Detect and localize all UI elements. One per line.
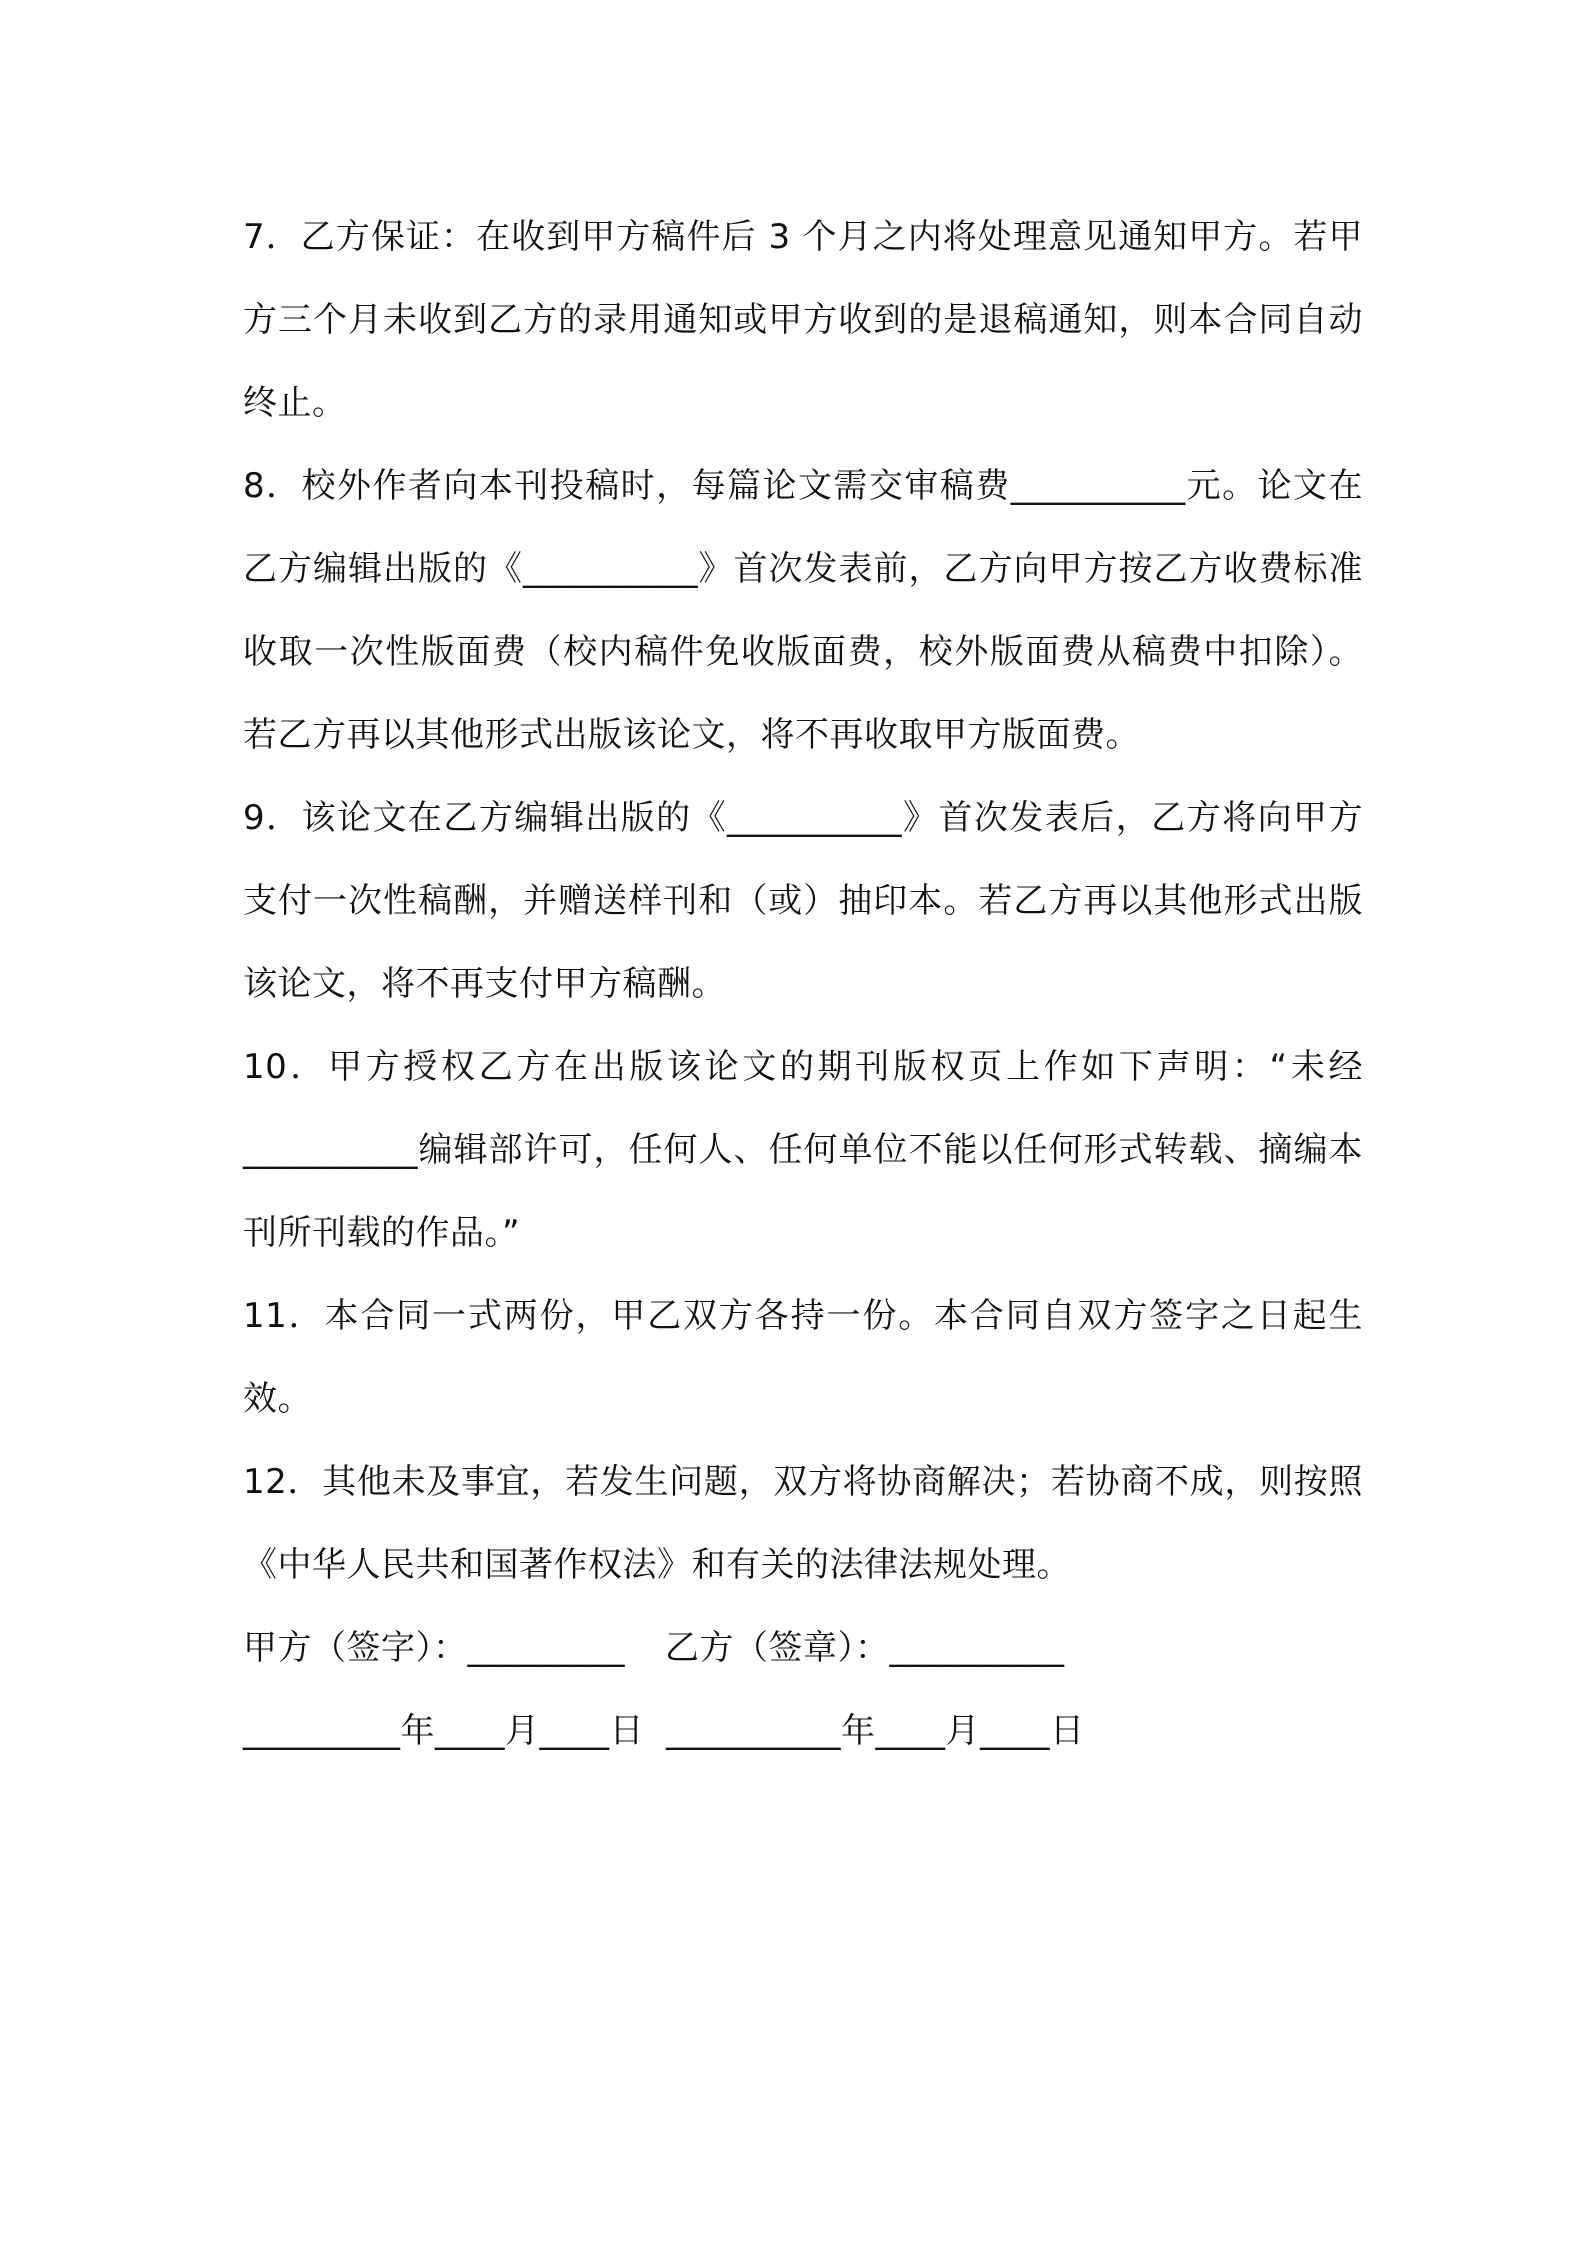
party-a-date: _________年____月____日	[243, 1711, 644, 1751]
clause-12: 12．其他未及事宜，若发生问题，双方将协商解决；若协商不成，则按照《中华人民共和国著作权法》和有关的法律法规处理。	[243, 1462, 1363, 1585]
date-row	[243, 1690, 1363, 1773]
clause-11: 11．本合同一式两份，甲乙双方各持一份。本合同自双方签字之日起生效。	[243, 1296, 1363, 1419]
signature-row	[243, 1607, 1363, 1690]
party-a-signature: 甲方（签字）：_________	[243, 1628, 625, 1668]
clause-10: 10．甲方授权乙方在出版该论文的期刊版权页上作如下声明：“未经__________编辑部许可，任何人、任何单位不能以任何形式转载、摘编本刊所刊载的作品。”	[243, 1047, 1363, 1253]
contract-body	[243, 196, 1363, 1773]
party-b-date: __________年____月____日	[666, 1711, 1085, 1751]
clause-7: 7．乙方保证：在收到甲方稿件后 3 个月之内将处理意见通知甲方。若甲方三个月未收到乙方的录用通知或甲方收到的是退稿通知，则本合同自动终止。	[243, 217, 1363, 423]
clause-9: 9．该论文在乙方编辑出版的《__________》首次发表后，乙方将向甲方支付一次性稿酬，并赠送样刊和（或）抽印本。若乙方再以其他形式出版该论文，将不再支付甲方稿酬。	[243, 798, 1363, 1004]
clause-8: 8．校外作者向本刊投稿时，每篇论文需交审稿费__________元。论文在乙方编辑出版的《__________》首次发表前，乙方向甲方按乙方收费标准收取一次性版面费（校内稿件免收版面费，校外版面费从稿费中扣除）。若乙方再以其他形式出版该论文，将不再收取甲方版面费。	[243, 466, 1363, 755]
party-b-signature: 乙方（签章）：__________	[665, 1628, 1065, 1668]
